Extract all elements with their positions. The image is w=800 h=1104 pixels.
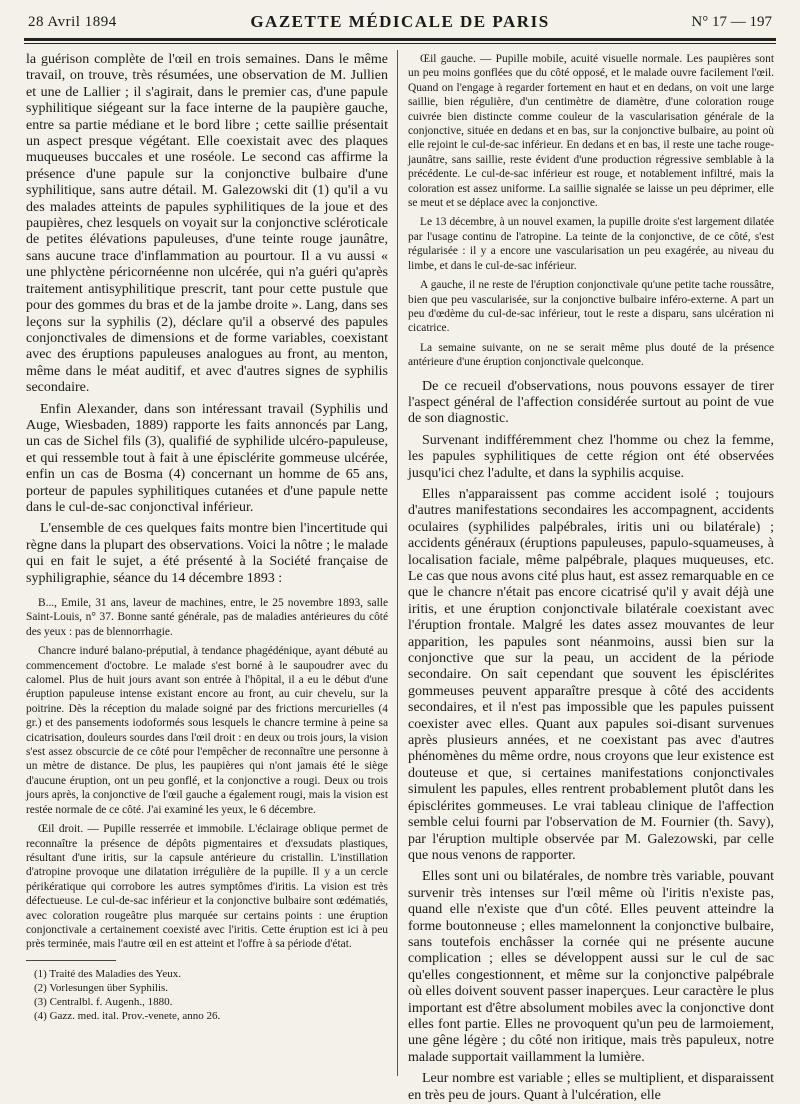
header-rule-thin [24, 43, 776, 44]
paragraph: Elles n'apparaissent pas comme accident isolé ; toujours d'autres manifestations secondaires les accompagnent, accidents oculaires (syphilides palpébrales, iritis uni ou bilatérale) ; accidents généraux (éruptions papuleuses, papulo-squameuses, à localisation faciale, même palpébrale, plaques muqueuses, etc. Le cas que nous avons cité plus haut, est assez remarquable en ce que le chancre n'était pas encore cicatrisé qu'il y avait déjà une iritis, et une éruption conjonctivale bilatérale coexistant avec l'éruption frontale. Malgré les dates assez mouvantes de leur apparition, les papules sont néanmoins, aussi bien sur la conjonctive que sur la peau, un accident de la période secondaire. On sait cependant que souvent les épisclérites gommeuses peuvent apparaître presque à côté des accidents secondaires, et il n'est pas impossible que les papules puissent coexister avec elles. Quant aux papules soi-disant survenues après plusieurs années, et ne coexistant pas avec d'autres phénomènes du même ordre, nous croyons que leur existence est douteuse et que, si certaines manifestations conjonctivales simulent les papules, elles rentrent probablement plutôt dans les épisclérites gommeuses. Le vrai tableau clinique de l'affection semble celui fourni par l'observation de M. Fournier (th. Savy), par l'éruption multiple observée par M. Galezowski, par celle que nous venons de rapporter. [408, 486, 774, 863]
observation-paragraph: A gauche, il ne reste de l'éruption conjonctivale qu'une petite tache roussâtre, bien que peu vascularisée, sur la conjonctive bulbaire inféro-externe. A part un peu d'œdème du cul-de-sac inférieur, tout le reste a disparu, sans ulcération ni cicatrice. [408, 279, 774, 335]
footnote: (2) Vorlesungen über Syphilis. [34, 981, 169, 994]
paragraph: De ce recueil d'observations, nous pouvons essayer de tirer l'aspect général de l'affection considérée surtout au point de vue de son diagnostic. [408, 378, 774, 427]
paragraph: L'ensemble de ces quelques faits montre bien l'incertitude qui règne dans la plupart des observations. Voici la nôtre ; le malade qui en fait le sujet, a été présenté à la Société française de syphiligraphie, séance du 14 décembre 1893 : [26, 521, 388, 586]
observation-paragraph: Œil droit. — Pupille resserrée et immobile. L'éclairage oblique permet de reconnaître la présence de dépôts pigmentaires et d'exsudats plastiques, résultant d'une iritis, sur la capsule antérieure du cristallin. L'instillation d'atropine provoque une dilatation irrégulière de la pupille. Il y a un cercle périkératique qui corrobore les autres symptômes d'iritis. La vision est très défectueuse. Le cul-de-sac inférieur et la conjonctive bulbaire sont œdématiés, avec coloration rougeâtre plus marquée sur certains points : une éruption conjonctivale a certainement coexisté avec l'iritis. Cette éruption est ici à peu près terminée, mais l'autre œil en est atteint et l'offre à sa période d'état. [26, 823, 388, 951]
footnote: (3) Centralbl. f. Augenh., 1880. [34, 995, 173, 1008]
issue-date: 28 Avril 1894 [28, 14, 117, 30]
observation-paragraph: La semaine suivante, on ne se serait même plus douté de la présence antérieure d'une éruption conjonctivale quelconque. [408, 341, 774, 369]
footnote-divider [26, 960, 116, 961]
footnote: (4) Gazz. med. ital. Prov.-venete, anno 26. [34, 1009, 221, 1022]
footnote: (1) Traité des Maladies des Yeux. [34, 967, 181, 980]
right-column [408, 52, 774, 1103]
issue-page-number: N° 17 — 197 [691, 14, 772, 30]
observation-paragraph: Le 13 décembre, à un nouvel examen, la pupille droite s'est largement dilatée par l'usage continu de l'atropine. La teinte de la conjonctive, de ce côté, s'est régularisée : il y a encore une vascularisation un peu exagérée, au niveau du limbe, et dans le cul-de-sac inférieur. [408, 216, 774, 272]
page-header [28, 8, 772, 34]
column-divider [397, 50, 398, 1076]
paragraph: la guérison complète de l'œil en trois semaines. Dans le même travail, on trouve, très résumées, une observation de M. Jullien et une de Lallier ; il s'agirait, dans le premier cas, d'une papule syphilitique siégeant sur la face interne de la paupière gauche, entre sa partie médiane et le bord libre ; cette saillie présentait un aspect presque végétant. Elle coexistait avec des plaques muqueuses buccales et une roséole. Le second cas affirme la présence d'une papule sur la conjonctive bulbaire d'une syphilitique, sans autre détail. M. Galezowski dit (1) qu'il a vu des malades atteints de papules syphilitiques de la joue et des paupières, chez lesquels on voyait sur la conjonctive scléroticale de petites élévations papuleuses, d'une teinte rouge jaunâtre, sans aucune trace d'inflammation au pourtour. Il a vu aussi « une phlyctène péricornéenne non ulcérée, qui n'a guéri qu'après traitement antisyphilitique prescrit, tant pour cette pustule que pour des gommes du bras et de la jambe droite ». Lang, dans ses leçons sur la syphilis (2), déclare qu'il a observé des papules conjonctivales de dimensions et de forme variables, coexistant avec des éruptions papuleuses analogues au front, au menton, même dans le méat auditif, et avec d'autres signes de syphilis secondaire. [26, 52, 388, 396]
paragraph: Elles sont uni ou bilatérales, de nombre très variable, pouvant survenir très intenses sur l'œil même où l'iritis n'existe pas, quand elle n'existe que d'un côté. Elles peuvent atteindre la forme boutonneuse ; elles mamelonnent la conjonctive bulbaire, sans toutefois enchâsser la cornée qui ne présente aucune complication ; elles se développent aussi sur le cul de sac qu'elles congestionnent, et même sur la conjonctive palpébrale où elles doivent souvent passer inaperçues. Leur caractère le plus important est d'être absolument mobiles avec la conjonctive dont elles font partie. Elles ne provoquent qu'un peu de larmoiement, une gêne légère ; du côté non iritique, mais très papuleux, notre malade supportait vaillamment la lumière. [408, 869, 774, 1065]
journal-title: GAZETTE MÉDICALE DE PARIS [250, 12, 550, 31]
header-rule-thick [24, 38, 776, 41]
paragraph: Survenant indifféremment chez l'homme ou chez la femme, les papules syphilitiques de cette région ont été observées jusqu'ici chez l'adulte, et dans la syphilis acquise. [408, 432, 774, 481]
left-column [26, 52, 388, 1074]
paragraph: Enfin Alexander, dans son intéressant travail (Syphilis und Auge, Wiesbaden, 1889) rapporte les faits annoncés par Lang, un cas de Sichel fils (3), qualifié de syphilide ulcéro-papuleuse, et qui ressemble tout à fait à une épisclérite gommeuse ulcérée, enfin un cas de Bosma (4) concernant un homme de 65 ans, porteur de papules syphilitiques cutanées et d'une papule nette dans le cul-de-sac conjonctival inférieur. [26, 401, 388, 515]
observation-paragraph: B..., Emile, 31 ans, laveur de machines, entre, le 25 novembre 1893, salle Saint-Louis, n° 37. Bonne santé générale, pas de maladies antérieures du côté des yeux : pas de blennorrhagie. [26, 597, 388, 638]
observation-paragraph: Œil gauche. — Pupille mobile, acuité visuelle normale. Les paupières sont un peu moins gonflées que du côté opposé, et le malade ouvre facilement l'œil. Quand on l'engage à regarder fortement en haut et en dedans, on voit une large saillie, bien régulière, d'un centimètre de diamètre, d'une coloration rouge cuivrée bien distincte comme couleur de la vascularisation générale de la conjonctive, située en dedans et en bas, sur la conjonctive bulbaire, au point où elle rejoint le cul-de-sac inférieur. En dedans et en bas, il reste une tache rouge-jaunâtre, sans saillie, reste évident d'une production régressive semblable à la précédente. Le cul-de-sac inférieur est rouge, et notablement infiltré, mais la coloration est assez uniforme. La saillie signalée se laisse un peu déprimer, elle se meut et se déplace avec la conjonctive. [408, 53, 774, 210]
paragraph: Leur nombre est variable ; elles se multiplient, et disparaissent en très peu de jours. Quant à l'ulcération, elle [408, 1071, 774, 1103]
observation-paragraph: Chancre induré balano-préputial, à tendance phagédénique, ayant débuté au commencement d'octobre. Le malade s'est borné à le saupoudrer avec du calomel. Plus de huit jours avant son entrée à l'hôpital, il a eu le début d'une éruption papuleuse intense existant encore au front, au cuir chevelu, sur la poitrine. Dès la réception du malade soigné par des frictions mercurielles (4 gr.) et des pansements iodoformés sous lesquels le chancre termine à peine sa cicatrisation, douleurs sourdes dans l'œil droit : en deux ou trois jours, la vision s'est assez obscurcie de ce côté pour l'empêcher de reconnaître une personne à un mètre de distance. De plus, les paupières qui n'ont jamais été le siège d'aucune éruption, ont un peu gonflé, et la conjonctive a rougi. Deux ou trois jours après, la conjonctive de l'œil gauche a également rougi, mais la vision est restée normale de ce côté. J'ai examiné les yeux, le 6 décembre. [26, 645, 388, 816]
